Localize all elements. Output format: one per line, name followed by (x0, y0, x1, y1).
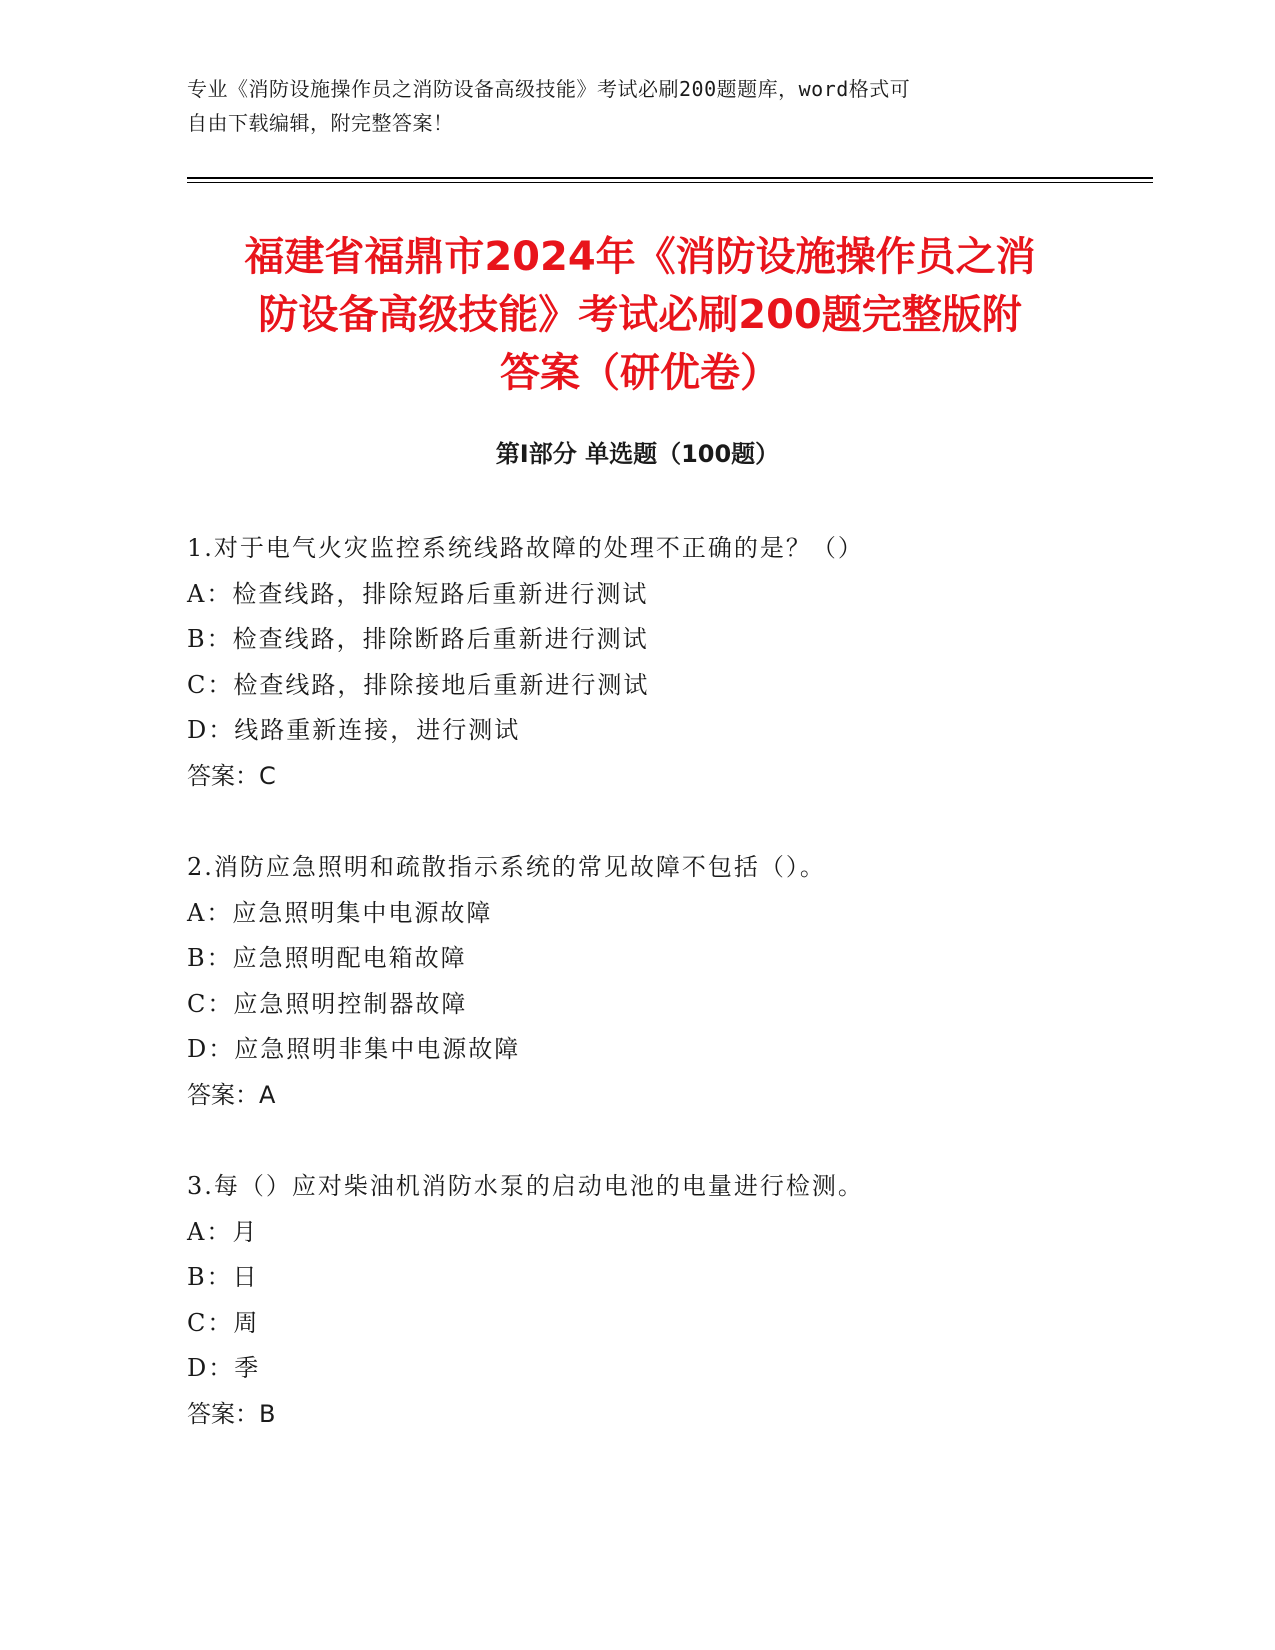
option-d: D：线路重新连接，进行测试 (187, 716, 521, 744)
answer-line: 答案：B (187, 1399, 276, 1428)
document-title (160, 228, 1120, 402)
option-b: B：检查线路，排除断路后重新进行测试 (187, 625, 649, 653)
option-a: A：检查线路，排除短路后重新进行测试 (187, 579, 649, 608)
question-text: 1.对于电气火灾监控系统线路故障的处理不正确的是？（） (187, 534, 864, 562)
intro-line-1: 专业《消防设施操作员之消防设备高级技能》考试必刷200题题库，word格式可 (187, 77, 911, 101)
option-d: D：应急照明非集中电源故障 (187, 1035, 521, 1063)
question-item (187, 845, 1067, 1118)
question-item (187, 1164, 1067, 1437)
answer-line: 答案：C (187, 761, 276, 790)
option-b: B：日 (187, 1263, 259, 1291)
option-c: C：应急照明控制器故障 (187, 989, 468, 1018)
answer-line: 答案：A (187, 1080, 276, 1109)
option-a: A：月 (187, 1217, 259, 1246)
intro-text (187, 72, 1067, 140)
header-divider-thin (187, 182, 1153, 183)
header-divider-thick (187, 177, 1153, 179)
title-line-3: 答案（研优卷） (500, 350, 780, 396)
option-c: C：周 (187, 1308, 260, 1337)
title-line-1: 福建省福鼎市2024年《消防设施操作员之消 (244, 234, 1036, 280)
section-heading: 第I部分 单选题（100题） (495, 440, 780, 468)
title-line-2: 防设备高级技能》考试必刷200题完整版附 (258, 292, 1022, 338)
question-item (187, 526, 1067, 799)
question-text: 3.每（）应对柴油机消防水泵的启动电池的电量进行检测。 (187, 1172, 864, 1200)
intro-line-2: 自由下载编辑，附完整答案！ (187, 111, 454, 135)
question-text: 2.消防应急照明和疏散指示系统的常见故障不包括（）。 (187, 853, 826, 881)
option-d: D：季 (187, 1354, 261, 1382)
option-c: C：检查线路，排除接地后重新进行测试 (187, 670, 650, 699)
option-b: B：应急照明配电箱故障 (187, 944, 467, 972)
option-a: A：应急照明集中电源故障 (187, 898, 493, 927)
